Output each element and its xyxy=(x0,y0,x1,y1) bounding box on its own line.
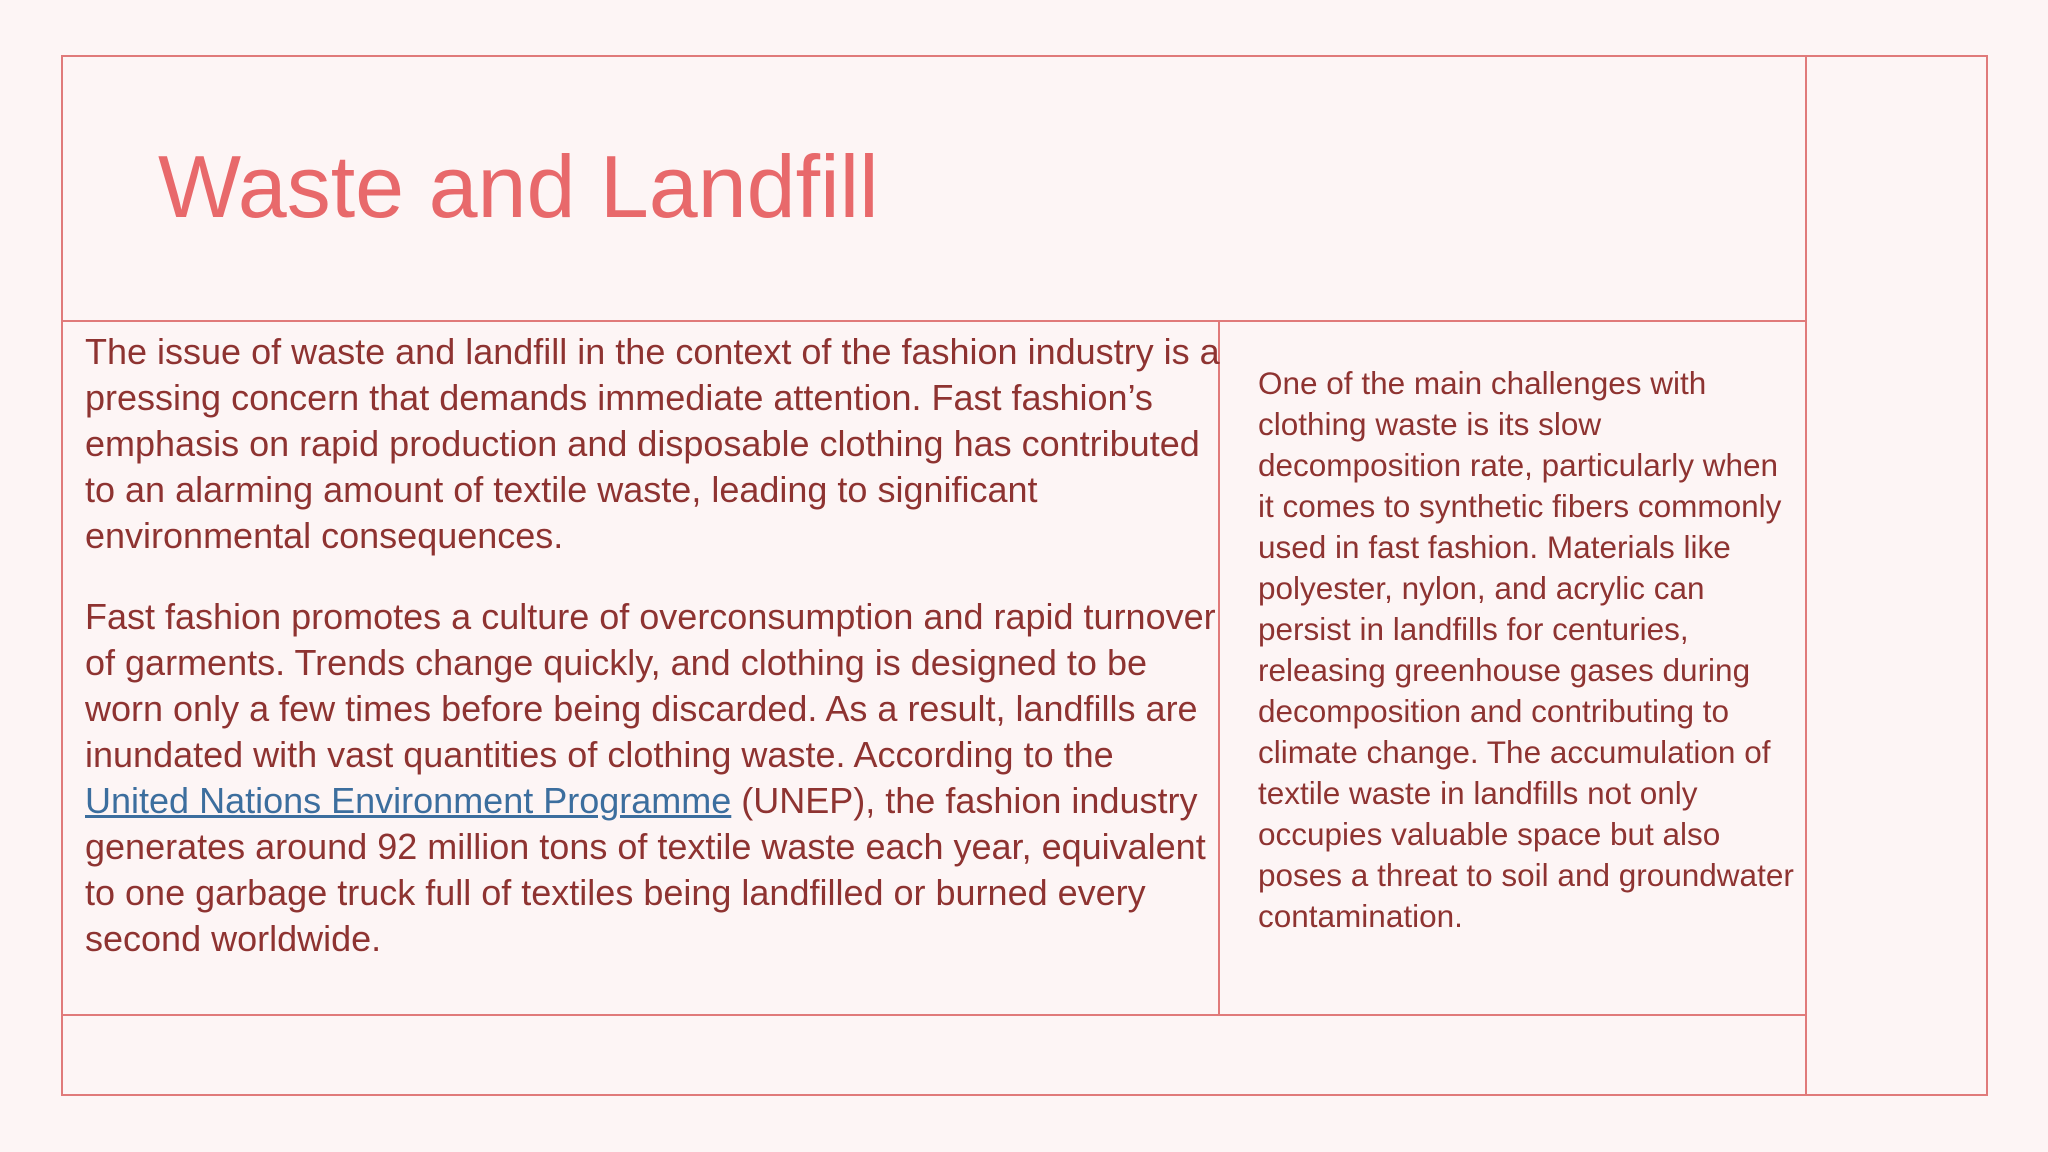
frame-top-line xyxy=(61,55,1988,57)
main-text-column xyxy=(85,329,1220,962)
frame-right-line xyxy=(1986,55,1988,1096)
paragraph-overconsumption xyxy=(85,594,1220,962)
paragraph-text-before-link: Fast fashion promotes a culture of overconsumption and rapid turnover of garments. Trends change quickly, and clothing is designed to be worn only a few times before being discarded. As a result, landfills are inundated with vast quantities of clothing waste. According to the xyxy=(85,596,1216,775)
content-bottom-line xyxy=(61,1014,1807,1016)
frame-left-line xyxy=(61,55,63,1096)
paragraph-text-after-link: (UNEP), the fashion industry generates around 92 million tons of textile waste each year, equivalent to one garbage truck full of textiles being landfilled or burned every second worldwide. xyxy=(85,780,1206,959)
slide-title: Waste and Landfill xyxy=(158,137,879,236)
frame-bottom-line xyxy=(61,1094,1988,1096)
unep-link[interactable]: United Nations Environment Programme xyxy=(85,780,732,821)
frame-inner-right-line xyxy=(1805,55,1807,1096)
paragraph-intro: The issue of waste and landfill in the context of the fashion industry is a pressing concern that demands immediate attention. Fast fashion’s emphasis on rapid production and disposable clothing has contributed to an alarming amount of textile waste, leading to significant environmental consequences. xyxy=(85,331,1220,556)
title-divider-line xyxy=(61,320,1807,322)
side-text-column: One of the main challenges with clothing waste is its slow decomposition rate, particularly when it comes to synthetic fibers commonly used in fast fashion. Materials like polyester, nylon, and acrylic can persist in landfills for centuries, releasing greenhouse gases during decomposition and contributing to climate change. The accumulation of textile waste in landfills not only occupies valuable space but also poses a threat to soil and groundwater contamination. xyxy=(1258,365,1794,934)
